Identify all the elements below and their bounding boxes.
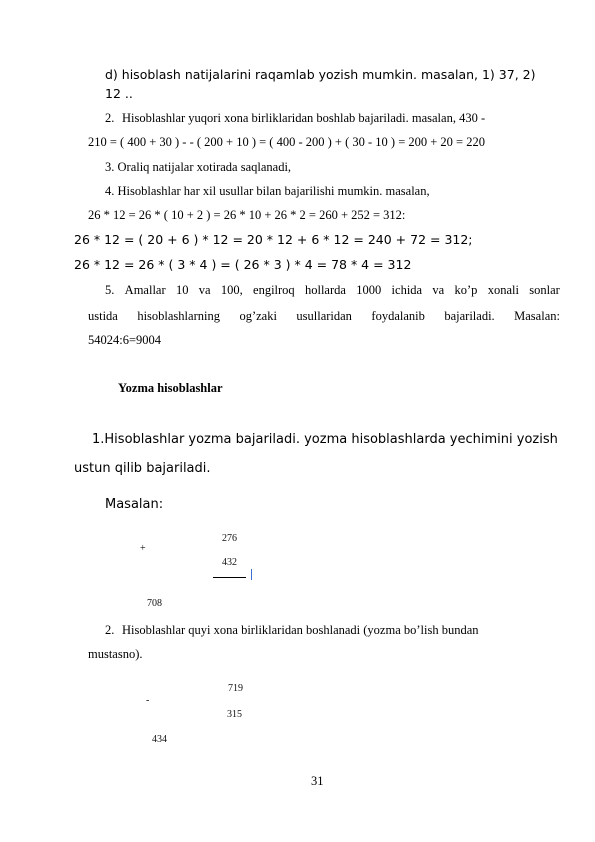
word: xonali (487, 283, 519, 297)
minuend: 719 (228, 683, 243, 694)
word: 5. (105, 283, 115, 297)
item-2-number: 2. (105, 111, 115, 125)
example-label: Masalan: (105, 497, 164, 512)
word: va (432, 283, 445, 297)
written-item-1-cont: ustun qilib bajariladi. (74, 461, 211, 476)
word: va (198, 283, 211, 297)
word: bajariladi. (444, 309, 495, 323)
plus-sign: + (140, 543, 146, 554)
word: hisoblashlarning (137, 309, 220, 323)
text-cursor (251, 569, 252, 580)
word: og’zaki (239, 309, 277, 323)
item-5-line-2 (88, 309, 560, 324)
word: 1000 (356, 283, 382, 297)
page-number: 31 (311, 774, 324, 788)
item-3-text: 3. Oraliq natijalar xotirada saqlanadi, (105, 160, 292, 174)
item-5-line-1 (105, 283, 560, 298)
example-line-3: 26 * 12 = 26 * ( 3 * 4 ) = ( 26 * 3 ) * 4 = 78 * 4 = 312 (74, 257, 412, 272)
written-item-2-text: Hisoblashlar quyi xona birliklaridan boshlanadi (yozma bo’lish bundan (122, 623, 479, 637)
word: Masalan: (514, 309, 560, 323)
word: ichida (391, 283, 423, 297)
written-item-2-number: 2. (105, 623, 115, 637)
text-line-d-cont: 12 .. (105, 86, 133, 101)
written-item-2-cont: mustasno). (88, 647, 143, 661)
addend-top: 276 (222, 533, 237, 544)
item-5-example: 54024:6=9004 (88, 333, 162, 347)
sum-result: 708 (147, 598, 162, 609)
difference-result: 434 (152, 734, 167, 745)
word: usullaridan (296, 309, 352, 323)
section-heading: Yozma hisoblashlar (118, 381, 223, 395)
word: ko’p (454, 283, 478, 297)
subtrahend: 315 (227, 709, 242, 720)
word: sonlar (529, 283, 560, 297)
example-line-2: 26 * 12 = ( 20 + 6 ) * 12 = 20 * 12 + 6 * 12 = 240 + 72 = 312; (74, 232, 473, 247)
word: hollarda (304, 283, 346, 297)
word: 10 (175, 283, 189, 297)
item-4-text: 4. Hisoblashlar har xil usullar bilan bajarilishi mumkin. masalan, (105, 184, 430, 198)
item-2-text: Hisoblashlar yuqori xona birliklaridan boshlab bajariladi. masalan, 430 - (122, 111, 486, 125)
word: ustida (88, 309, 118, 323)
sum-rule (213, 577, 246, 578)
item-2-example: 210 = ( 400 + 30 ) - - ( 200 + 10 ) = ( 400 - 200 ) + ( 30 - 10 ) = 200 + 20 = 220 (88, 135, 485, 149)
text-line-d: d) hisoblash natijalarini raqamlab yozish mumkin. masalan, 1) 37, 2) (105, 67, 536, 82)
word: foydalanib (371, 309, 425, 323)
word: Amallar (124, 283, 166, 297)
written-item-1: 1.Hisoblashlar yozma bajariladi. yozma hisoblashlarda yechimini yozish (92, 432, 558, 447)
word: engilroq (253, 283, 295, 297)
word: 100, (220, 283, 243, 297)
example-line-1: 26 * 12 = 26 * ( 10 + 2 ) = 26 * 10 + 26 * 2 = 260 + 252 = 312: (88, 208, 406, 222)
addend-bottom: 432 (222, 557, 237, 568)
minus-sign: - (146, 695, 150, 706)
